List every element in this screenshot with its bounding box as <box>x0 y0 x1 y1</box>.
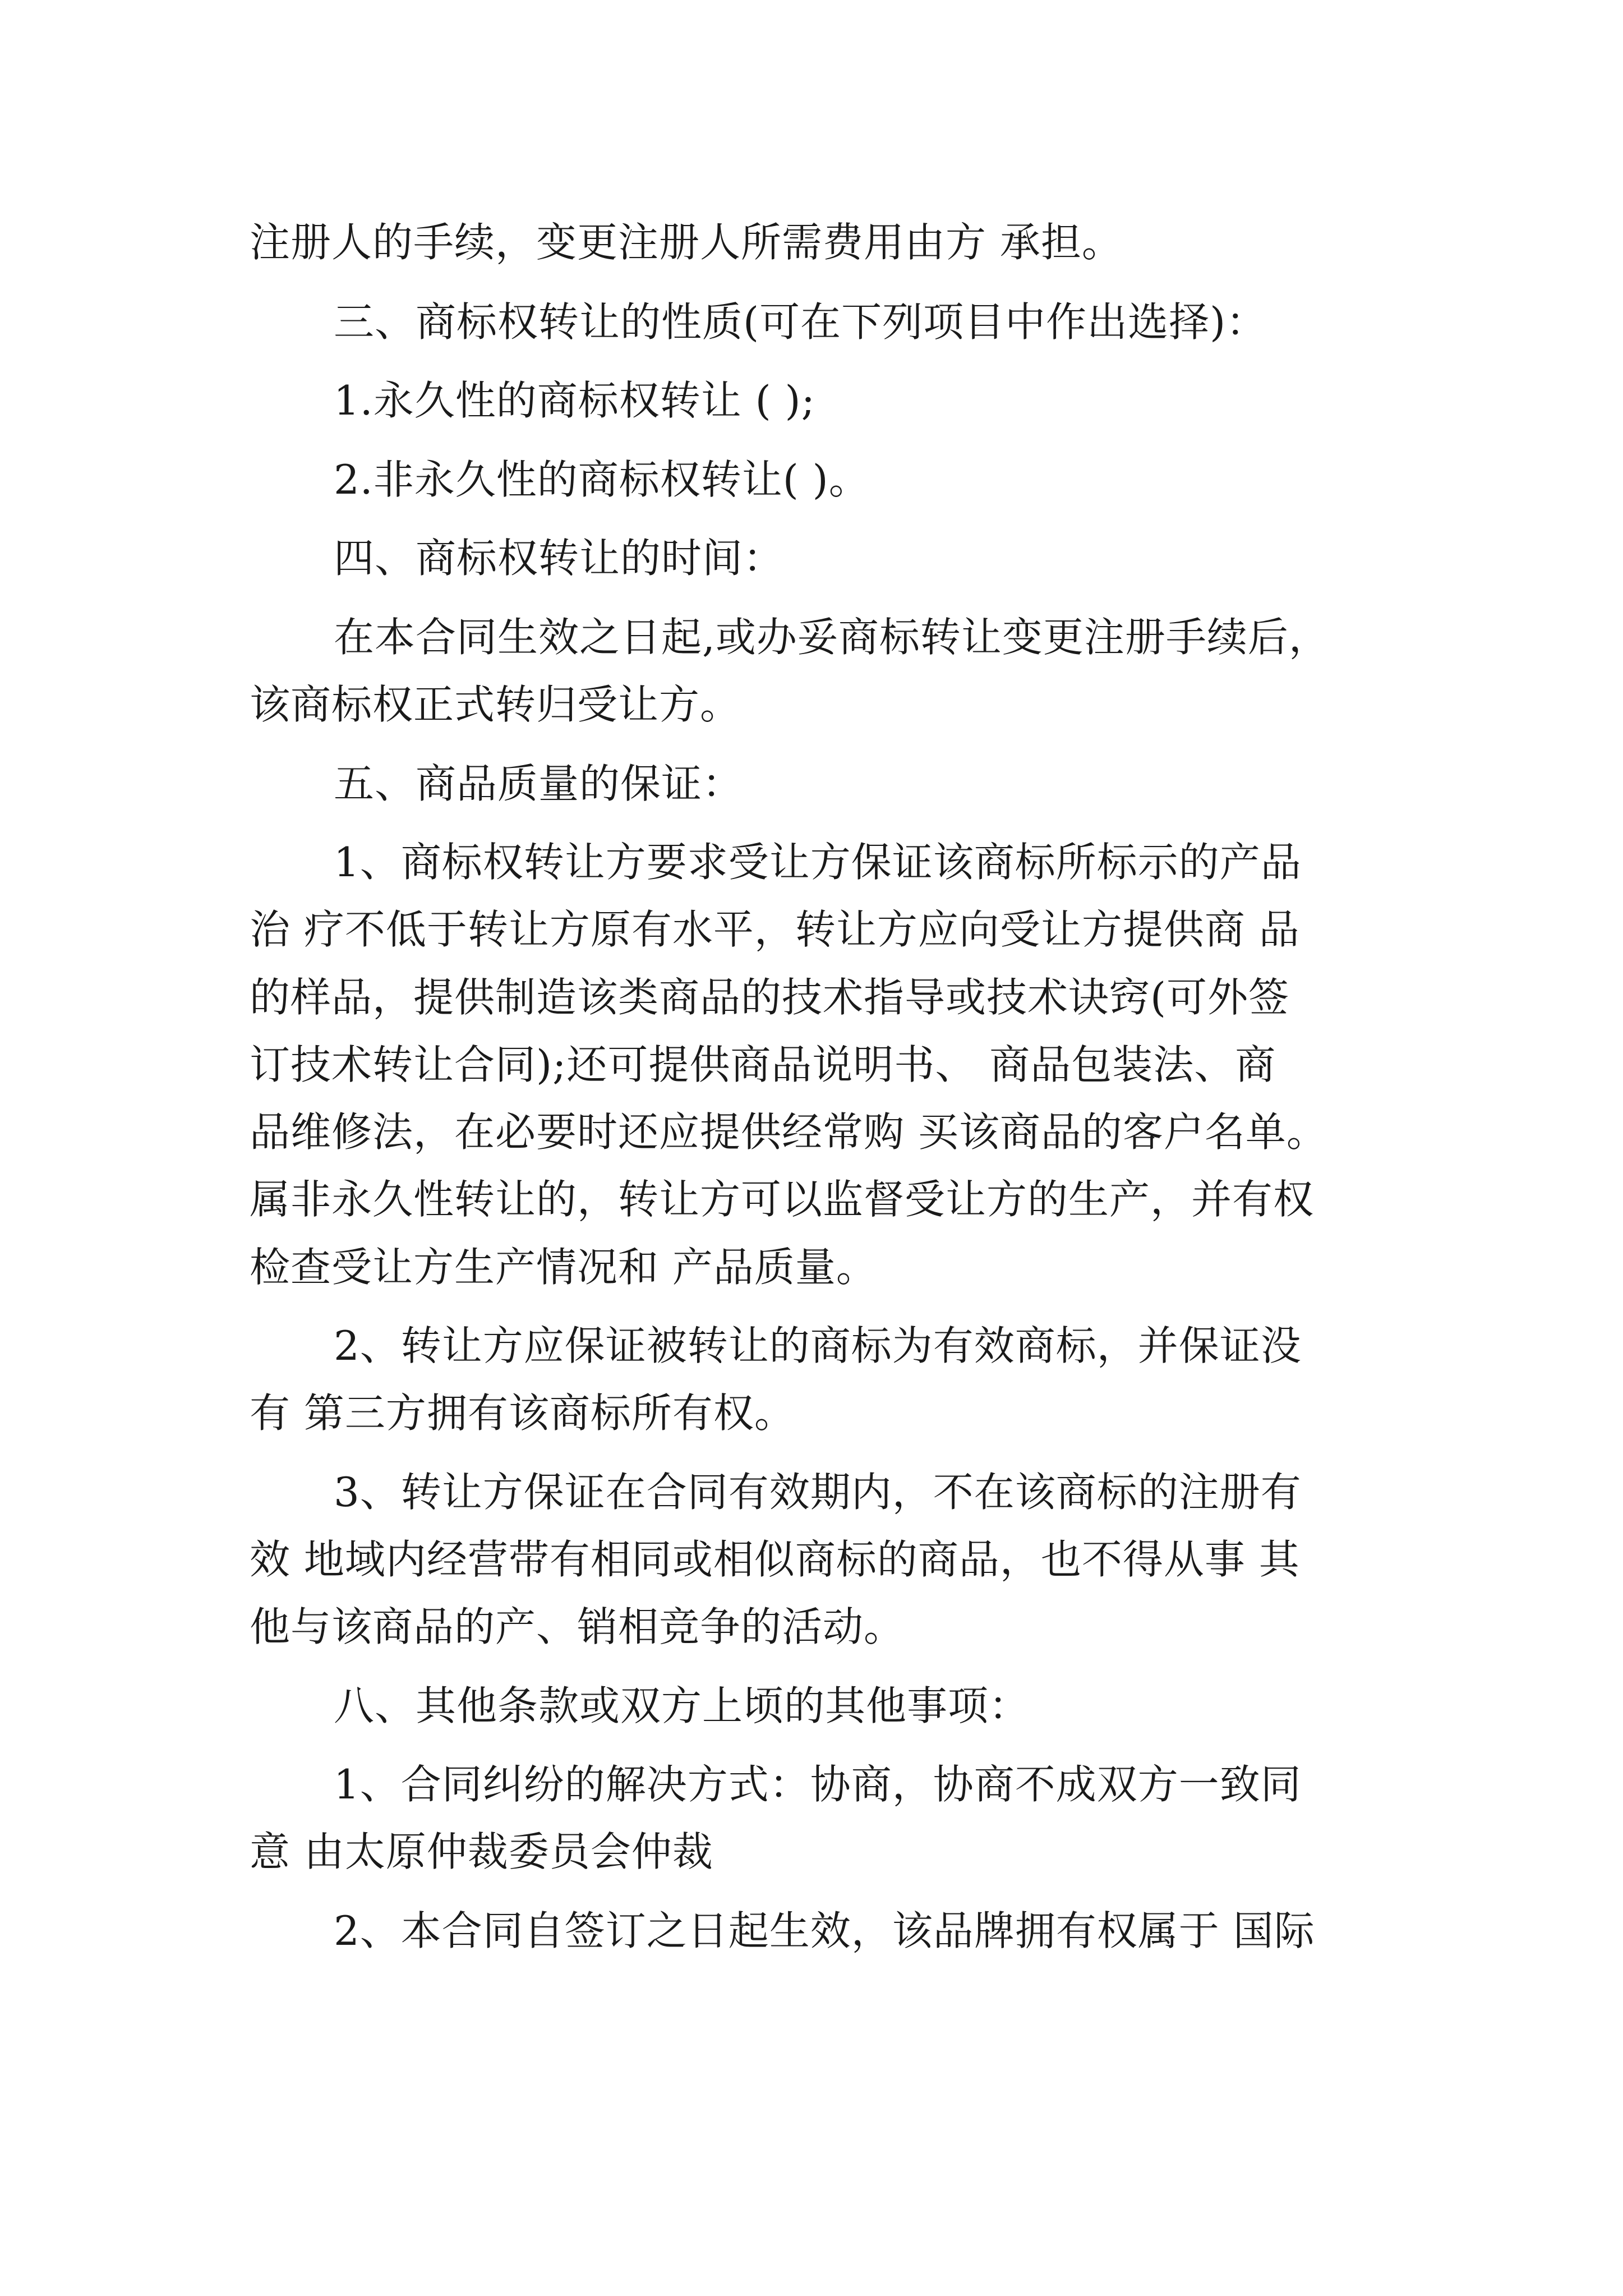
text-line: 效 地域内经营带有相同或相似商标的商品，也不得从事 其 <box>250 1536 1300 1583</box>
text-line: 治 疗不低于转让方原有水平，转让方应向受让方提供商 品 <box>250 906 1300 953</box>
list-item: 2、转让方应保证被转让的商标为有效商标，并保证没 <box>334 1322 1302 1369</box>
text-line: 属非永久性转让的，转让方可以监督受让方的生产，并有权 <box>250 1176 1315 1223</box>
text-line: 该商标权正式转归受让方。 <box>250 681 741 728</box>
list-item: 2、本合同自签订之日起生效，该品牌拥有权属于 国际 <box>334 1907 1315 1954</box>
list-item: 1、商标权转让方要求受让方保证该商标所标示的产品 <box>334 839 1302 886</box>
list-item: 1.永久性的商标权转让 ( ); <box>334 377 815 424</box>
text-line: 意 由太原仲裁委员会仲裁 <box>250 1828 713 1875</box>
list-item: 3、转让方保证在合同有效期内，不在该商标的注册有 <box>334 1469 1302 1516</box>
text-line: 检查受让方生产情况和 产品质量。 <box>250 1244 877 1291</box>
text-line: 有 第三方拥有该商标所有权。 <box>250 1389 795 1437</box>
text-line: 品维修法，在必要时还应提供经常购 买该商品的客户名单。 <box>250 1108 1327 1156</box>
list-item: 1、合同纠纷的解决方式：协商，协商不成双方一致同 <box>334 1761 1302 1808</box>
list-item: 2.非永久性的商标权转让( )。 <box>334 456 870 503</box>
text-line: 的样品，提供制造该类商品的技术指导或技术诀窍(可外签 <box>250 974 1290 1021</box>
text-line: 注册人的手续，变更注册人所需费用由方 承担。 <box>250 219 1123 266</box>
text-line: 他与该商品的产、销相竞争的活动。 <box>250 1603 905 1650</box>
section-heading: 八、其他条款或双方上顷的其他事项： <box>334 1682 1030 1729</box>
section-heading: 三、商标权转让的性质(可在下列项目中作出选择)： <box>334 298 1267 346</box>
section-heading: 五、商品质量的保证： <box>334 760 744 807</box>
text-line: 在本合同生效之日起,或办妥商标转让变更注册手续后， <box>334 614 1330 661</box>
section-heading: 四、商标权转让的时间： <box>334 535 785 582</box>
text-line: 订技术转让合同);还可提供商品说明书、 商品包装法、商 <box>250 1041 1276 1088</box>
